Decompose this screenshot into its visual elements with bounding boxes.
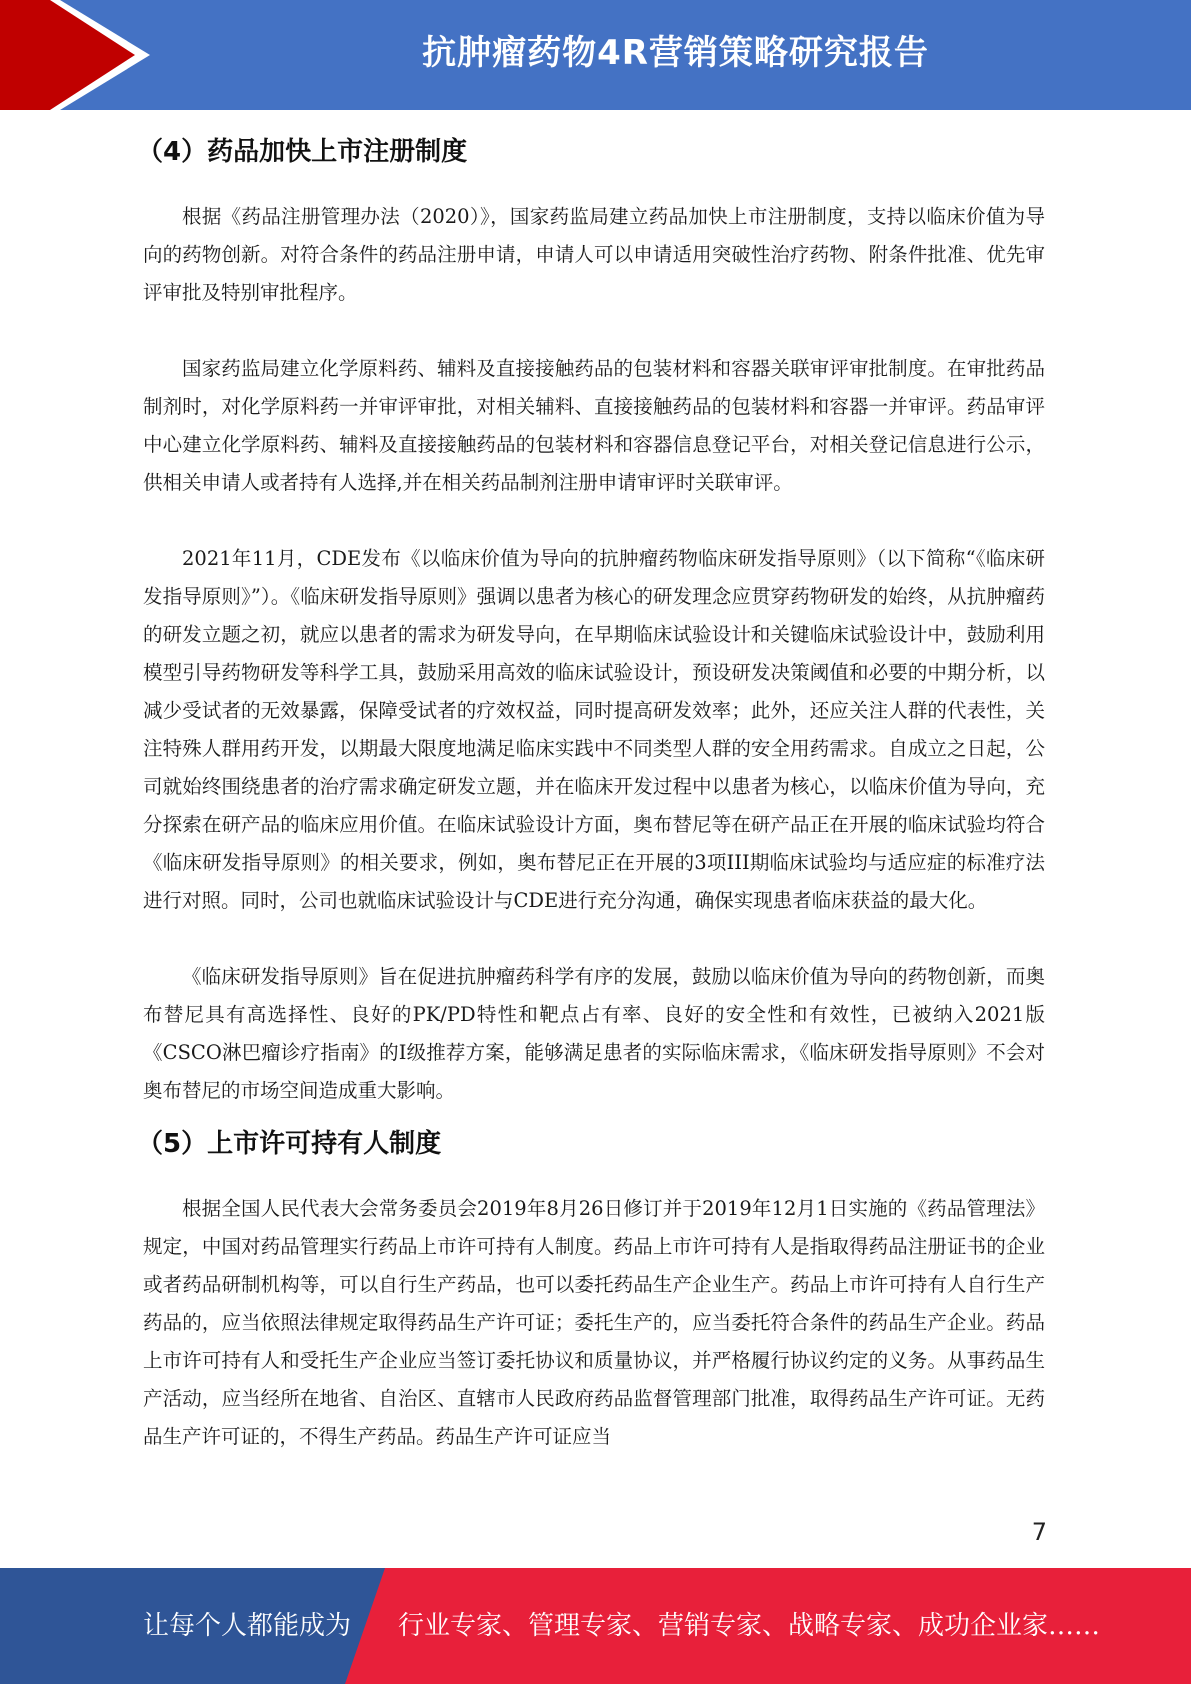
section-heading: （4）药品加快上市注册制度 (137, 137, 468, 167)
section-heading: （5）上市许可持有人制度 (137, 1129, 442, 1159)
page-number: 7 (1031, 1518, 1047, 1546)
paragraph: 2021年11月，CDE发布《以临床价值为导向的抗肿瘤药物临床研发指导原则》（以下简称“《临床研发指导原则》”）。《临床研发指导原则》强调以患者为核心的研发理念应贯穿药物研发的始终，从抗肿瘤药的研发立题之初，就应以患者的需求为研发导向，在早期临床试验设计和关键临床试验设计中，鼓励利用模型引导药物研发等科学工具，鼓励采用高效的临床试验设计，预设研发决策阈值和必要的中期分析，以减少受试者的无效暴露，保障受试者的疗效权益，同时提高研发效率；此外，还应关注人群的代表性，关注特殊人群用药开发，以期最大限度地满足临床实践中不同类型人群的安全用药需求。自成立之日起，公司就始终围绕患者的治疗需求确定研发立题，并在临床开发过程中以患者为核心，以临床价值为导向，充分探索在研产品的临床应用价值。在临床试验设计方面，奥布替尼等在研产品正在开展的临床试验均符合《临床研发指导原则》的相关要求，例如，奥布替尼正在开展的3项III期临床试验均与适应症的标准疗法进行对照。同时，公司也就临床试验设计与CDE进行充分沟通，确保实现患者临床获益的最大化。 (143, 547, 1045, 912)
document-body (137, 118, 1045, 1456)
report-title: 抗肿瘤药物4R营销策略研究报告 (422, 33, 929, 73)
paragraph: 《临床研发指导原则》旨在促进抗肿瘤药科学有序的发展，鼓励以临床价值为导向的药物创新，而奥布替尼具有高选择性、良好的PK/PD特性和靶点占有率、良好的安全性和有效性，已被纳入2021版《CSCO淋巴瘤诊疗指南》的I级推荐方案，能够满足患者的实际临床需求，《临床研发指导原则》不会对奥布替尼的市场空间造成重大影响。 (143, 965, 1045, 1102)
paragraph: 根据《药品注册管理办法（2020）》，国家药监局建立药品加快上市注册制度，支持以临床价值为导向的药物创新。对符合条件的药品注册申请，申请人可以申请适用突破性治疗药物、附条件批准、优先审评审批及特别审批程序。 (143, 205, 1045, 304)
page-header (0, 0, 1191, 110)
paragraph: 国家药监局建立化学原料药、辅料及直接接触药品的包装材料和容器关联审评审批制度。在审批药品制剂时，对化学原料药一并审评审批，对相关辅料、直接接触药品的包装材料和容器一并审评。药品审评中心建立化学原料药、辅料及直接接触药品的包装材料和容器信息登记平台，对相关登记信息进行公示，供相关申请人或者持有人选择,并在相关药品制剂注册申请审评时关联审评。 (143, 357, 1045, 494)
section-4 (137, 132, 1045, 1110)
footer-slogan-left: 让每个人都能成为 (143, 1611, 352, 1641)
section-5 (137, 1124, 1045, 1456)
footer-slogan-right: 行业专家、管理专家、营销专家、战略专家、成功企业家…… (398, 1611, 1101, 1641)
header-chevron-shape (0, 0, 160, 110)
paragraph: 根据全国人民代表大会常务委员会2019年8月26日修订并于2019年12月1日实施的《药品管理法》规定，中国对药品管理实行药品上市许可持有人制度。药品上市许可持有人是指取得药品注册证书的企业或者药品研制机构等，可以自行生产药品，也可以委托药品生产企业生产。药品上市许可持有人自行生产药品的，应当依照法律规定取得药品生产许可证；委托生产的，应当委托符合条件的药品生产企业。药品上市许可持有人和受托生产企业应当签订委托协议和质量协议，并严格履行协议约定的义务。从事药品生产活动，应当经所在地省、自治区、直辖市人民政府药品监督管理部门批准，取得药品生产许可证。无药品生产许可证的，不得生产药品。药品生产许可证应当 (143, 1197, 1045, 1448)
page-footer (0, 1568, 1191, 1684)
